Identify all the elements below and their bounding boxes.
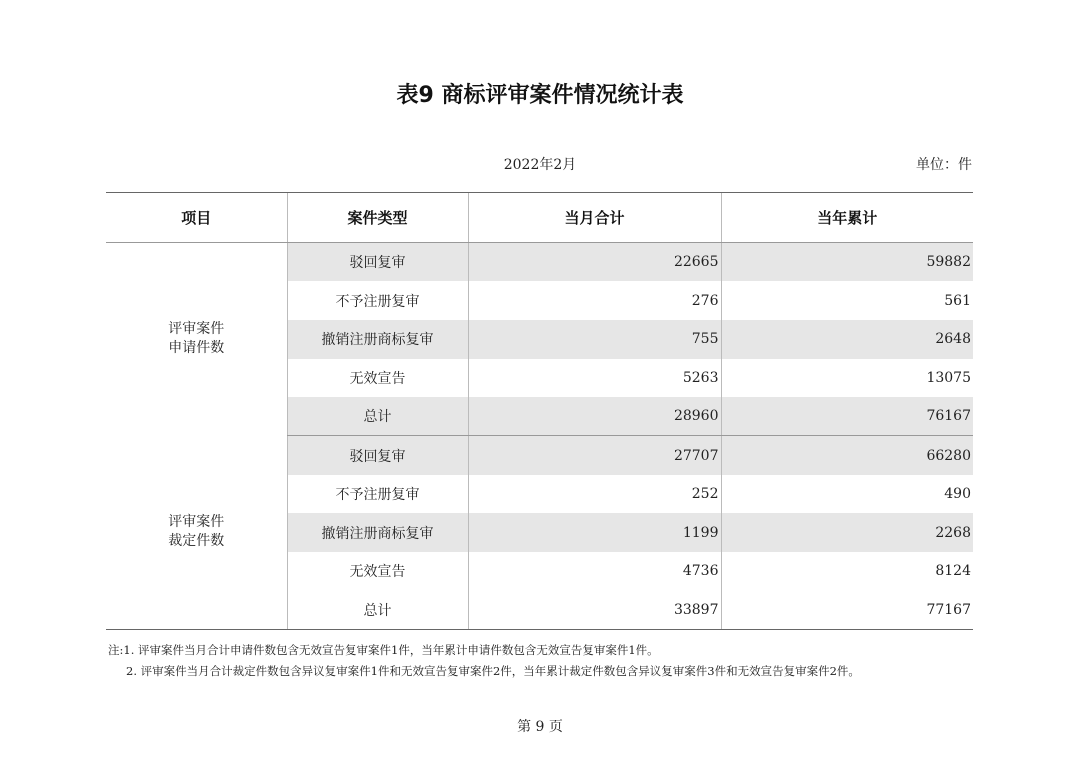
group-label-applications bbox=[106, 243, 287, 436]
statistics-table bbox=[106, 192, 973, 630]
table-row bbox=[106, 243, 973, 282]
year-total-cell: 13075 bbox=[721, 359, 973, 398]
month-total-cell: 27707 bbox=[468, 436, 721, 475]
month-total-cell: 22665 bbox=[468, 243, 721, 282]
case-type-cell: 驳回复审 bbox=[287, 243, 468, 282]
header-month-total: 当月合计 bbox=[468, 193, 721, 243]
page-number: 第 9 页 bbox=[517, 719, 563, 735]
year-total-cell: 561 bbox=[721, 281, 973, 320]
year-total-cell: 76167 bbox=[721, 397, 973, 436]
group-label-line: 评审案件 bbox=[168, 514, 225, 531]
case-type-cell: 撤销注册商标复审 bbox=[287, 513, 468, 552]
case-type-cell: 总计 bbox=[287, 397, 468, 436]
group-label-line: 评审案件 bbox=[168, 321, 225, 338]
year-total-cell: 8124 bbox=[721, 552, 973, 591]
header-year-total: 当年累计 bbox=[721, 193, 973, 243]
year-total-cell: 77167 bbox=[721, 591, 973, 630]
case-type-cell: 不予注册复审 bbox=[287, 475, 468, 514]
footnote-2: 2. 评审案件当月合计裁定件数包含异议复审案件1件和无效宣告复审案件2件，当年累计裁定件数包含异议复审案件3件和无效宣告复审案件2件。 bbox=[126, 664, 860, 678]
report-date: 2022年2月 bbox=[503, 157, 577, 173]
month-total-cell: 755 bbox=[468, 320, 721, 359]
footnotes bbox=[108, 640, 860, 682]
month-total-cell: 33897 bbox=[468, 591, 721, 630]
month-total-cell: 252 bbox=[468, 475, 721, 514]
month-total-cell: 1199 bbox=[468, 513, 721, 552]
unit-label: 单位：件 bbox=[916, 157, 972, 173]
year-total-cell: 2648 bbox=[721, 320, 973, 359]
year-total-cell: 59882 bbox=[721, 243, 973, 282]
case-type-cell: 无效宣告 bbox=[287, 359, 468, 398]
table-header-row bbox=[106, 193, 973, 243]
month-total-cell: 4736 bbox=[468, 552, 721, 591]
group-label-rulings bbox=[106, 436, 287, 629]
year-total-cell: 66280 bbox=[721, 436, 973, 475]
month-total-cell: 28960 bbox=[468, 397, 721, 436]
group-label-line: 申请件数 bbox=[168, 340, 225, 357]
case-type-cell: 总计 bbox=[287, 591, 468, 630]
year-total-cell: 2268 bbox=[721, 513, 973, 552]
case-type-cell: 撤销注册商标复审 bbox=[287, 320, 468, 359]
month-total-cell: 276 bbox=[468, 281, 721, 320]
header-item: 项目 bbox=[106, 193, 287, 243]
case-type-cell: 不予注册复审 bbox=[287, 281, 468, 320]
month-total-cell: 5263 bbox=[468, 359, 721, 398]
table-row bbox=[106, 436, 973, 475]
header-case-type: 案件类型 bbox=[287, 193, 468, 243]
case-type-cell: 无效宣告 bbox=[287, 552, 468, 591]
footnote-1: 注:1. 评审案件当月合计申请件数包含无效宣告复审案件1件，当年累计申请件数包含无效宣告复审案件1件。 bbox=[108, 643, 659, 657]
group-label-line: 裁定件数 bbox=[168, 533, 225, 550]
table-title: 表9 商标评审案件情况统计表 bbox=[396, 83, 684, 108]
case-type-cell: 驳回复审 bbox=[287, 436, 468, 475]
year-total-cell: 490 bbox=[721, 475, 973, 514]
